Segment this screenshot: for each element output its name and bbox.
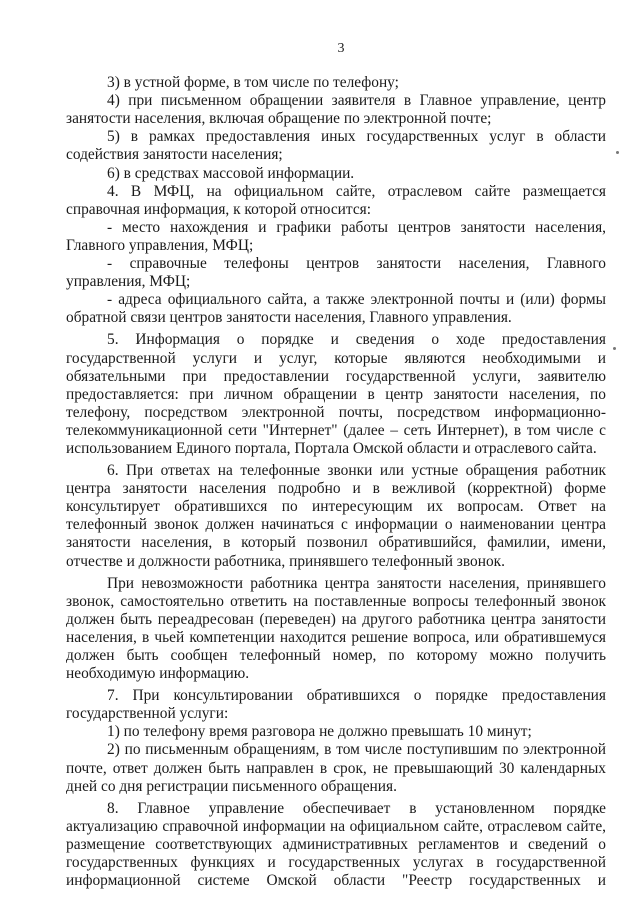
scan-mark	[616, 151, 619, 154]
paragraph-locations: - место нахождения и графики работы центров занятости населения, Главного управления, МФЦ;	[66, 218, 606, 254]
paragraph-item-7: 7. При консультировании обратившихся о порядке предоставления государственной услуги:	[66, 687, 606, 723]
paragraph-item-8: 8. Главное управление обеспечивает в установленном порядке актуализацию справочной информации на официальном сайте, отраслевом сайте, размещение соответствующих административных регламентов и сведений о государственных функциях и государственных услугах в государственной информационной системе Омской области "Реестр государственных и	[66, 799, 606, 890]
paragraph-item-6: 6. При ответах на телефонные звонки или устные обращения работник центра занятости населения подробно и в вежливой (корректной) форме консультирует обратившихся по интересующим их вопросам. Ответ на телефонный звонок должен начинаться с информации о наименовании центра занятости населения, в который позвонил обратившийся, фамилии, имени, отчестве и должности работника, принявшего телефонный звонок.	[66, 462, 606, 570]
paragraph-phones: - справочные телефоны центров занятости населения, Главного управления, МФЦ;	[66, 255, 606, 291]
paragraph-other-services: 5) в рамках предоставления иных государственных услуг в области содействия занятости населения;	[66, 128, 606, 164]
paragraph-written-request: 4) при письменном обращении заявителя в Главное управление, центр занятости населения, включая обращение по электронной почте;	[66, 92, 606, 128]
document-page	[66, 40, 606, 890]
paragraph-mass-media: 6) в средствах массовой информации.	[107, 164, 355, 182]
paragraph-item-5: 5. Информация о порядке и сведения о ходе предоставления государственной услуги и услуг, которые являются необходимыми и обязательными при предоставлении государственной услуги, заявителю предоставляется: при личном обращении в центр занятости населения, по телефону, посредством электронной почты, посредством информационно-телекоммуникационной сети "Интернет" (далее – сеть Интернет), в том числе с использованием Единого портала, Портала Омской области и отраслевого сайта.	[66, 331, 606, 457]
paragraph-written-deadline: 2) по письменным обращениям, в том числе поступившим по электронной почте, ответ должен быть направлен в срок, не превышающий 30 календарных дней со дня регистрации письменного обращения.	[66, 741, 606, 795]
page-number: 3	[337, 41, 345, 56]
scan-mark	[613, 347, 616, 350]
paragraph-oral-form: 3) в устной форме, в том числе по телефону;	[107, 74, 399, 92]
paragraph-item-4: 4. В МФЦ, на официальном сайте, отраслевом сайте размещается справочная информация, к которой относится:	[66, 182, 606, 218]
paragraph-phone-duration: 1) по телефону время разговора не должно превышать 10 минут;	[107, 723, 532, 741]
paragraph-redirect: При невозможности работника центра занятости населения, принявшего звонок, самостоятельно ответить на поставленные вопросы телефонный звонок должен быть переадресован (переведен) на другого работника центра занятости населения, в чьей компетенции находится решение вопроса, или обратившемуся должен быть сообщен телефонный номер, по которому можно получить необходимую информацию.	[66, 574, 606, 683]
paragraph-addresses: - адреса официального сайта, а также электронной почты и (или) формы обратной связи центров занятости населения, Главного управления.	[66, 291, 606, 327]
